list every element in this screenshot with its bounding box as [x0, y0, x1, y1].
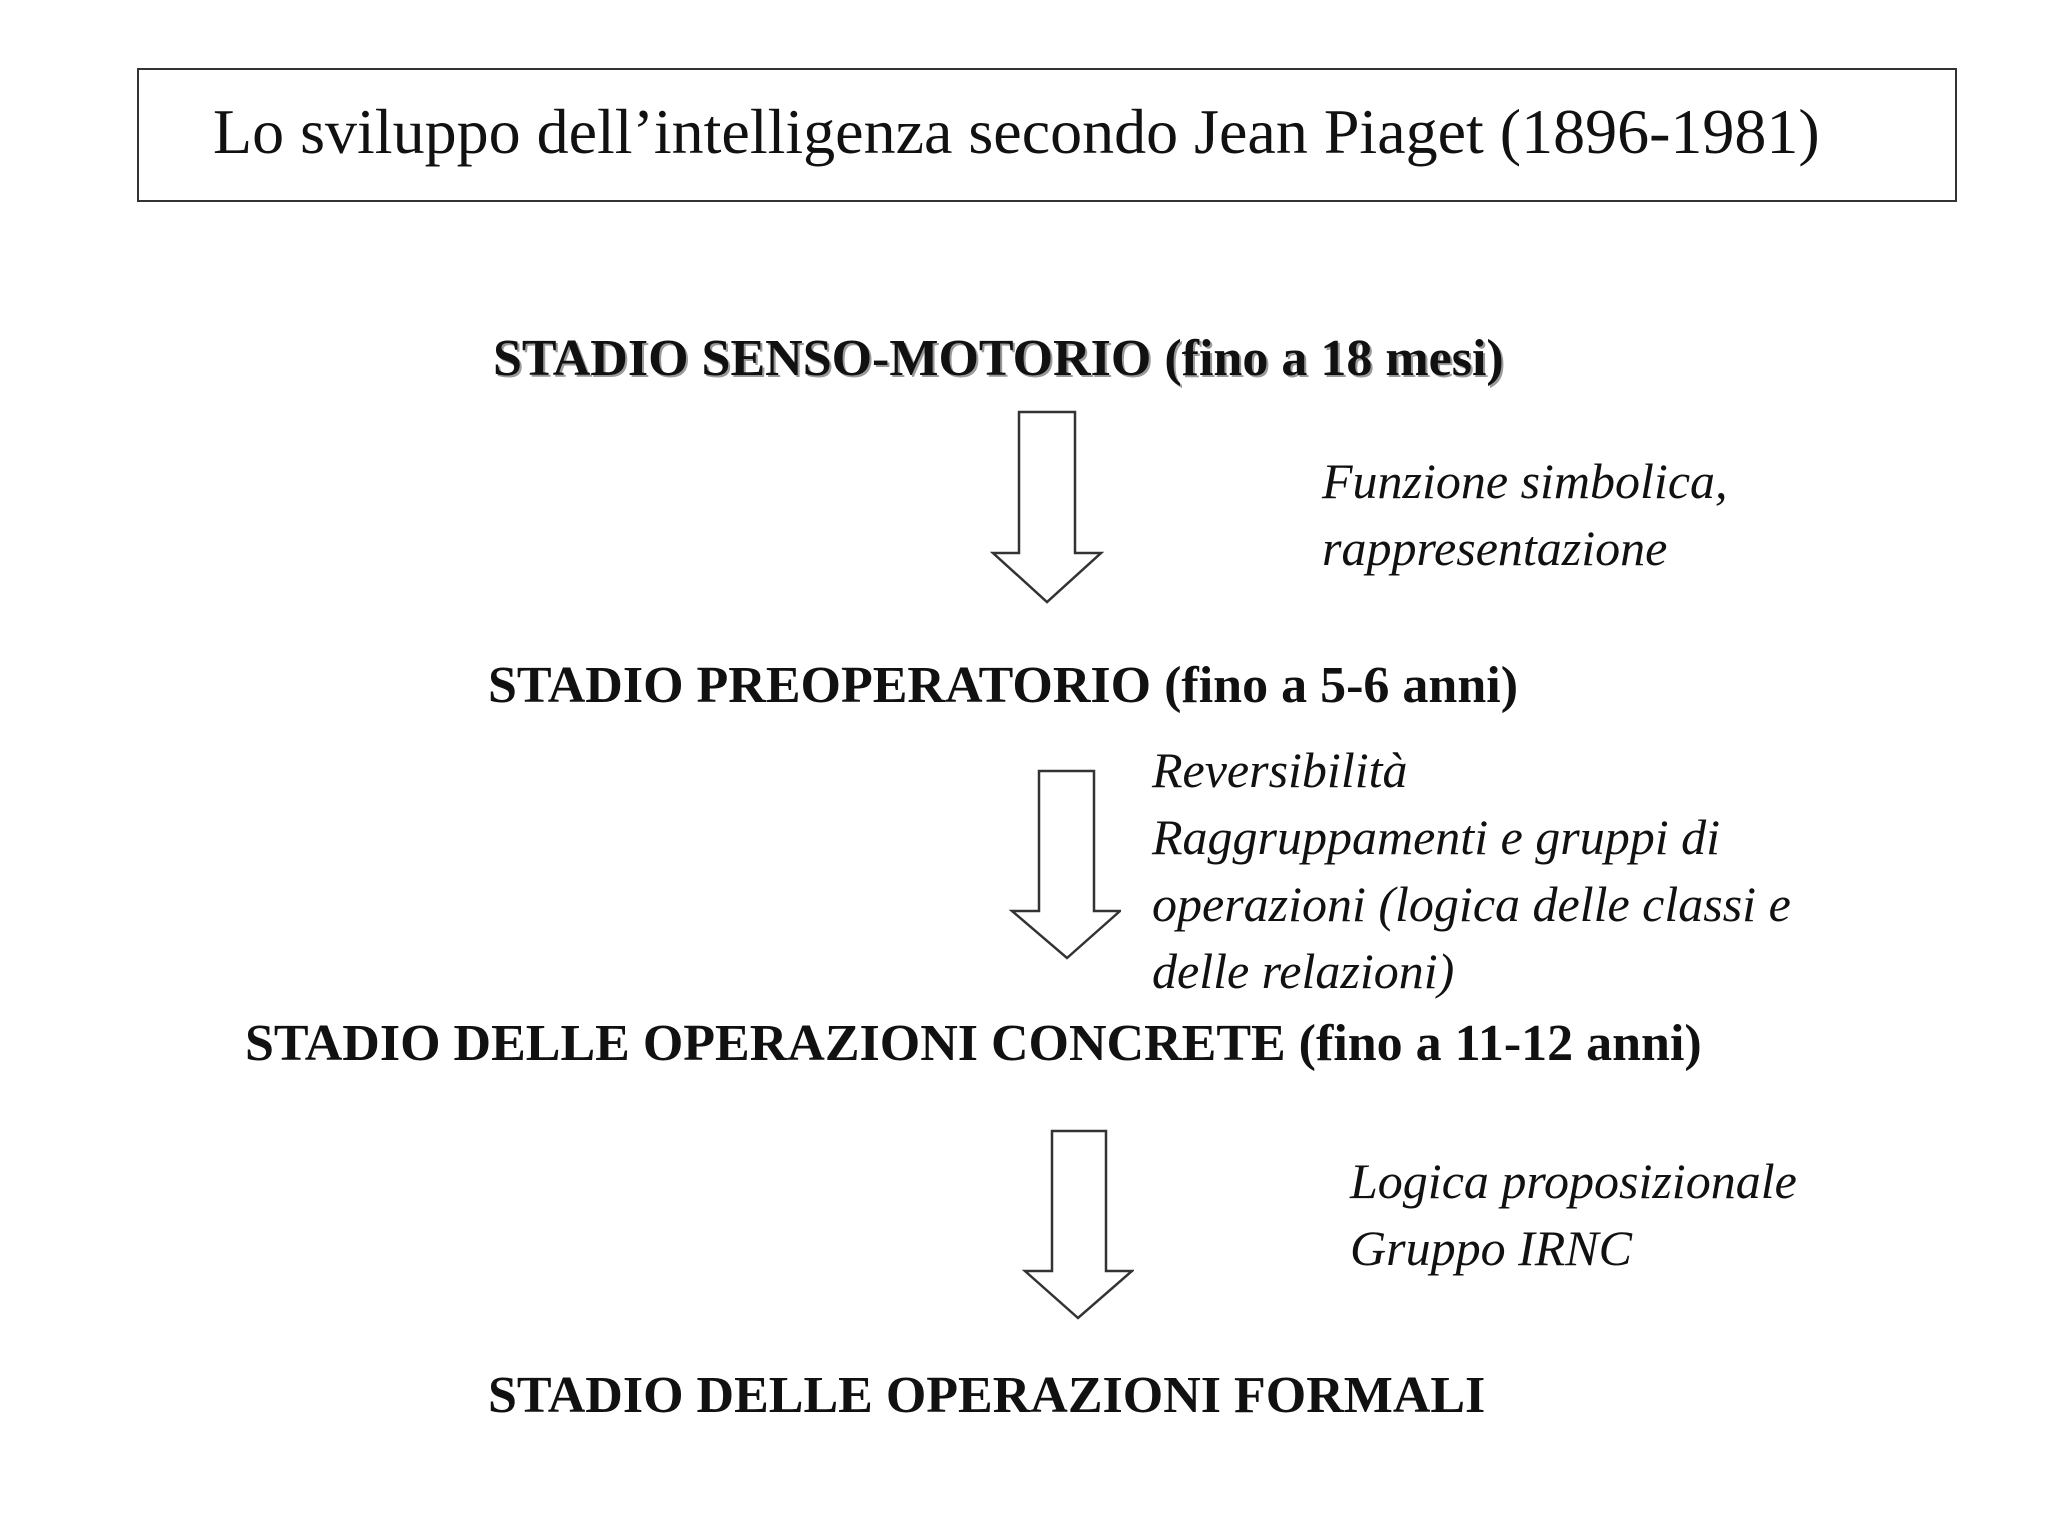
down-arrow-icon [1007, 765, 1121, 960]
page-title: Lo sviluppo dell’intelligenza secondo Jean Piaget (1896-1981) [213, 96, 1820, 167]
stage-sensorimotor: STADIO SENSO-MOTORIO (fino a 18 mesi) [493, 330, 1504, 387]
note-line: Logica proposizionale [1350, 1153, 1797, 1209]
note-line: operazioni (logica delle classi e [1152, 876, 1791, 932]
note-line: Reversibilità [1152, 742, 1408, 798]
note-line: delle relazioni) [1152, 943, 1455, 999]
note-line: rappresentazione [1322, 520, 1668, 576]
transition-note-1 [1322, 448, 1728, 582]
note-line: Raggruppamenti e gruppi di [1152, 809, 1721, 865]
note-line: Gruppo IRNC [1350, 1220, 1632, 1276]
transition-note-2 [1152, 737, 1791, 1005]
stage-concrete-operations: STADIO DELLE OPERAZIONI CONCRETE (fino a 11-12 anni) [245, 1015, 1702, 1072]
stage-preoperational: STADIO PREOPERATORIO (fino a 5-6 anni) [488, 657, 1519, 714]
down-arrow-icon [990, 410, 1104, 605]
stage-formal-operations: STADIO DELLE OPERAZIONI FORMALI [488, 1367, 1486, 1424]
down-arrow-icon [1020, 1125, 1134, 1320]
note-line: Funzione simbolica, [1322, 453, 1728, 509]
transition-note-3 [1350, 1148, 1797, 1282]
